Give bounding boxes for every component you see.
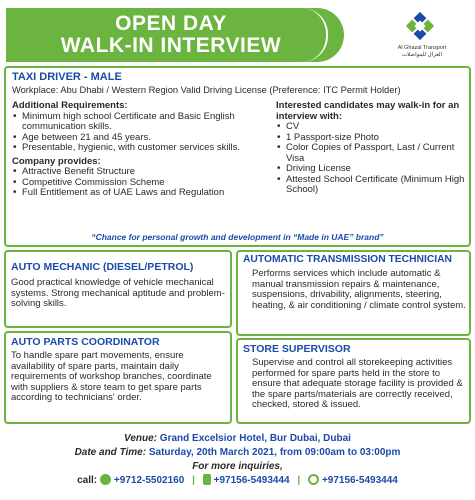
phone-icon: [100, 474, 111, 485]
transmission-title: AUTOMATIC TRANSMISSION TECHNICIAN: [243, 254, 452, 265]
banner-title-line2: WALK-IN INTERVIEW: [60, 34, 282, 57]
list-item: • Driving License: [276, 164, 466, 175]
date-line: [0, 446, 475, 460]
list-item: • Full Entitlement as of UAE Laws and Regulation: [12, 188, 264, 199]
requirements-heading: Additional Requirements:: [12, 100, 128, 111]
taxi-left-column: [12, 101, 264, 199]
auto-mechanic-title: AUTO MECHANIC (DIESEL/PETROL): [11, 261, 194, 273]
transmission-panel: [236, 250, 471, 336]
auto-mechanic-panel: [4, 250, 232, 328]
logo-arabic: الغزال للمواصلات: [401, 52, 443, 58]
list-item: • Age between 21 and 45 years.: [12, 133, 264, 144]
phone-number-2[interactable]: +97156-5493444: [213, 475, 290, 486]
venue-label: Venue:: [124, 433, 158, 444]
company-list: [12, 167, 264, 199]
taxi-title: TAXI DRIVER - MALE: [12, 71, 122, 83]
separator: |: [297, 475, 301, 486]
auto-parts-text: To handle spare part movements, ensure availability of spare parts, maintain daily requirements of workshop branches, coordinate with suppliers & store team to get spare parts according to technicians' order.: [11, 350, 212, 403]
banner-title-line1: OPEN DAY: [115, 12, 227, 35]
store-title: STORE SUPERVISOR: [243, 343, 351, 355]
store-text: Supervise and control all storekeeping activities performed for spare parts held in the store to ensure that adequate storage facility is provided & the spare parts/materials are correctly received, checked, stored & issued.: [252, 357, 463, 410]
list-item: • Competitive Commission Scheme: [12, 178, 264, 189]
auto-parts-panel: [4, 331, 232, 424]
call-label: call:: [77, 475, 98, 486]
requirements-list: [12, 112, 264, 154]
header: [0, 0, 475, 64]
list-item: • 1 Passport-size Photo: [276, 133, 466, 144]
walkin-heading: Interested candidates may walk-in for an interview with:: [276, 100, 460, 122]
phone-number-1[interactable]: +9712-5502160: [113, 475, 185, 486]
auto-mechanic-text: Good practical knowledge of vehicle mechanical systems. Strong mechanical aptitude and problem-solving skills.: [11, 277, 225, 309]
list-item: • Color Copies of Passport, Last / Current Visa: [276, 143, 466, 164]
transmission-text: Performs services which include automatic & manual transmission repairs & maintenance, suspensions, drivability, alignments, steering, heating, & air conditioning / climate control system.: [252, 268, 466, 311]
title-banner: [6, 8, 344, 62]
call-line: [0, 474, 475, 488]
taxi-driver-panel: [4, 66, 471, 247]
company-logo-icon: [402, 8, 438, 44]
venue-value: Grand Excelsior Hotel, Bur Dubai, Dubai: [159, 433, 351, 444]
footer: [0, 427, 475, 500]
logo-caption: [384, 45, 460, 59]
mobile-icon: [203, 474, 211, 485]
logo-name: Al Ghazal Transport: [397, 45, 447, 51]
list-item: • Presentable, hygienic, with customer services skills.: [12, 143, 264, 154]
whatsapp-icon: [308, 474, 319, 485]
list-item: • CV: [276, 122, 466, 133]
walkin-list: [276, 122, 466, 196]
list-item: • Minimum high school Certificate and Basic English communication skills.: [12, 112, 264, 133]
taxi-workplace: Workplace: Abu Dhabi / Western Region Valid Driving License (Preference: ITC Permit Holder): [12, 85, 401, 95]
auto-parts-title: AUTO PARTS COORDINATOR: [11, 336, 160, 348]
list-item: • Attested School Certificate (Minimum High School): [276, 175, 466, 196]
taxi-right-column: [276, 101, 466, 196]
date-label: Date and Time:: [74, 447, 147, 458]
venue-line: [0, 432, 475, 446]
more-inquiries: For more inquiries,: [192, 461, 283, 472]
separator: |: [192, 475, 195, 486]
date-value: Saturday, 20th March 2021, from 09:00am to 03:00pm: [148, 447, 401, 458]
taxi-tagline: “Chance for personal growth and development in “Made in UAE” brand”: [91, 232, 384, 242]
company-heading: Company provides:: [12, 155, 101, 167]
phone-number-3[interactable]: +97156-5493444: [321, 475, 398, 486]
store-supervisor-panel: [236, 338, 471, 424]
list-item: • Attractive Benefit Structure: [12, 167, 264, 178]
